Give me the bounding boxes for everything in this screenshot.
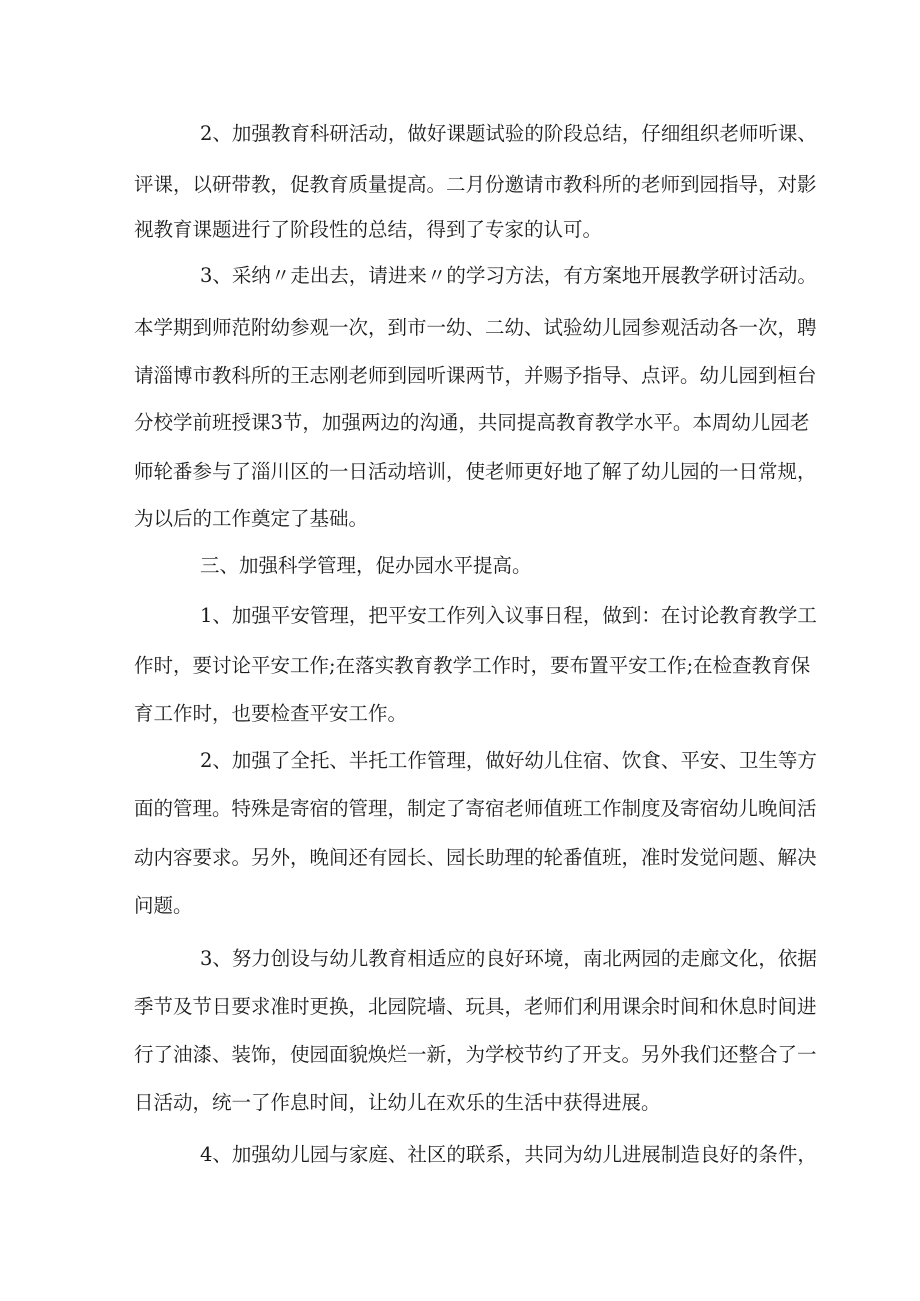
text-line: 动内容要求。另外，晚间还有园长、园长助理的轮番值班，准时发觉问题、解决 — [134, 846, 817, 869]
text-line: 作时，要讨论平安工作;在落实教育教学工作时，要布置平安工作;在检查教育保 — [134, 654, 811, 677]
text-line: 育工作时，也要检查平安工作。 — [134, 702, 408, 725]
text-line: 问题。 — [134, 894, 193, 917]
text-line: 季节及节日要求准时更换，北园院墙、玩具，老师们利用课余时间和休息时间进 — [134, 995, 817, 1018]
text-line: 3、采纳〃走出去，请进来〃的学习方法，有方案地开展教学研讨活动。 — [200, 264, 817, 287]
text-line: 面的管理。特殊是寄宿的管理，制定了寄宿老师值班工作制度及寄宿幼儿晚间活 — [134, 797, 817, 820]
text-line: 日活动，统一了作息时间，让幼儿在欢乐的生活中获得进展。 — [134, 1091, 661, 1114]
text-line: 1、加强平安管理，把平安工作列入议事日程，做到：在讨论教育教学工 — [200, 604, 817, 627]
text-line: 请淄博市教科所的王志刚老师到园听课两节，并赐予指导、点评。幼儿园到桓台 — [134, 364, 817, 387]
text-line: 为以后的工作奠定了基础。 — [134, 507, 369, 530]
text-line: 三、加强科学管理，促办园水平提高。 — [200, 554, 532, 577]
text-line: 4、加强幼儿园与家庭、社区的联系，共同为幼儿进展制造良好的条件， — [200, 1143, 817, 1166]
text-line: 师轮番参与了淄川区的一日活动培训，使老师更好地了解了幼儿园的一日常规， — [134, 460, 817, 483]
text-line: 本学期到师范附幼参观一次，到市一幼、二幼、试验幼儿园参观活动各一次，聘 — [134, 316, 817, 339]
text-line: 分校学前班授课3节，加强两边的沟通，共同提高教育教学水平。本周幼儿园老 — [134, 411, 810, 434]
text-line: 行了油漆、装饰，使园面貌焕烂一新，为学校节约了开支。另外我们还整合了一 — [134, 1043, 817, 1066]
text-line: 3、努力创设与幼儿教育相适应的良好环境，南北两园的走廊文化，依据 — [200, 947, 817, 970]
text-line: 视教育课题进行了阶段性的总结，得到了专家的认可。 — [134, 218, 603, 241]
text-line: 2、加强教育科研活动，做好课题试验的阶段总结，仔细组织老师听课、 — [200, 122, 817, 145]
text-line: 评课，以研带教，促教育质量提高。二月份邀请市教科所的老师到园指导，对影 — [134, 173, 817, 196]
text-line: 2、加强了全托、半托工作管理，做好幼儿住宿、饮食、平安、卫生等方 — [200, 749, 817, 772]
